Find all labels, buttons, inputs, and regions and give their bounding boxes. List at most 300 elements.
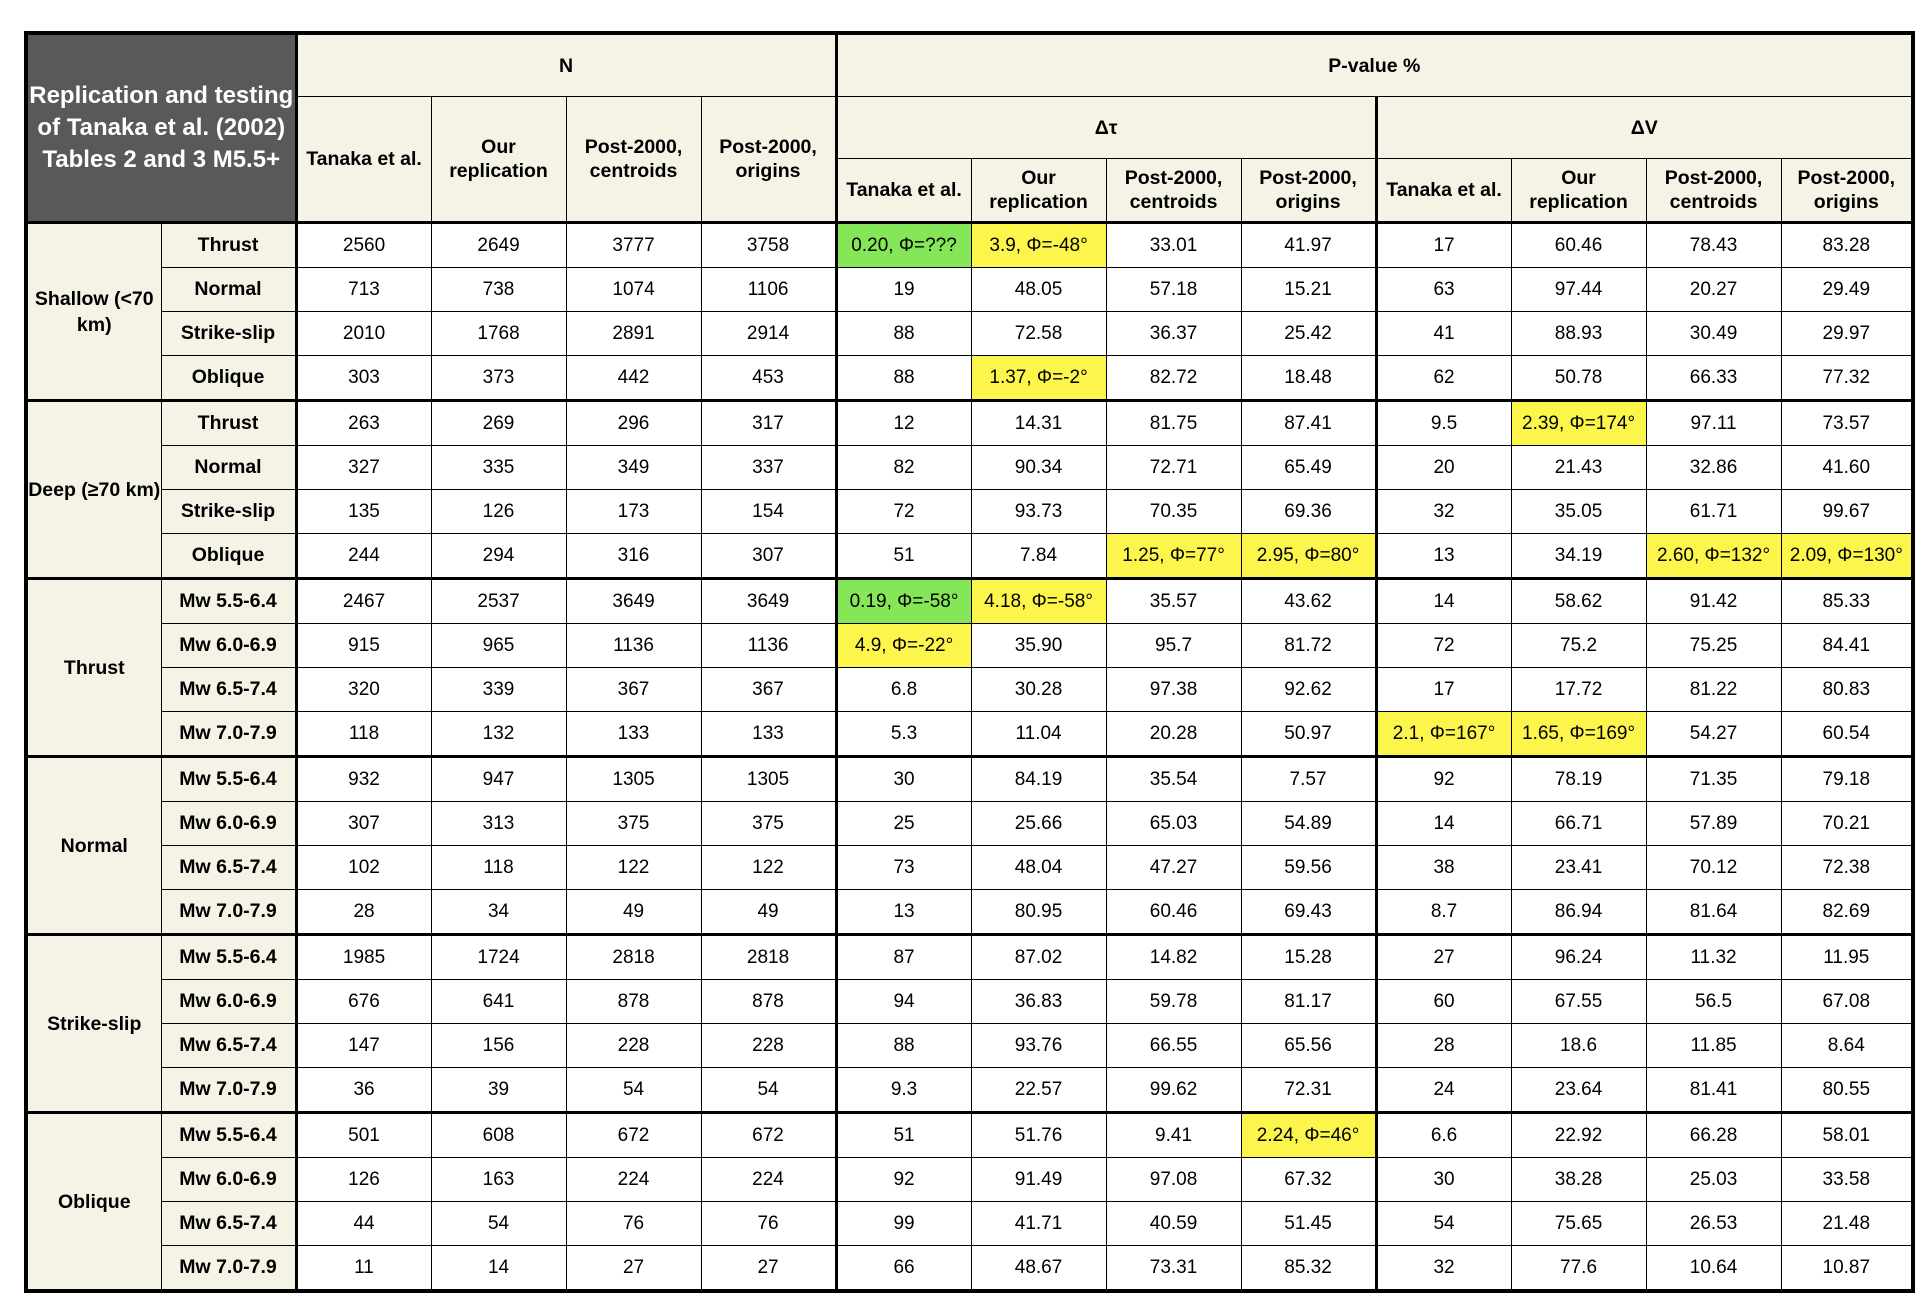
table-cell: 69.36 [1241,490,1376,534]
table-cell: 51 [836,534,971,579]
group-label: Shallow (<70 km) [26,223,161,401]
table-cell: 96.24 [1511,935,1646,980]
table-cell: 126 [431,490,566,534]
table-cell: 349 [566,446,701,490]
table-cell: 75.2 [1511,624,1646,668]
table-cell: 72.38 [1781,846,1913,890]
table-cell: 133 [701,712,836,757]
table-row [26,890,1913,935]
dv-col-post2000-origins: Post-2000, origins [1781,159,1913,223]
table-cell: 135 [296,490,431,534]
table-cell: 67.55 [1511,980,1646,1024]
table-cell: 118 [296,712,431,757]
table-cell: 73.31 [1106,1246,1241,1292]
table-wrapper [24,31,1911,1293]
table-cell: 132 [431,712,566,757]
table-cell: 60 [1376,980,1511,1024]
highlighted-cell: 2.1, Φ=167° [1376,712,1511,757]
table-cell: 81.72 [1241,624,1376,668]
table-cell: 22.57 [971,1068,1106,1113]
table-cell: 76 [701,1202,836,1246]
table-cell: 82.72 [1106,356,1241,401]
table-cell: 48.05 [971,268,1106,312]
table-cell: 54 [1376,1202,1511,1246]
table-cell: 81.22 [1646,668,1781,712]
table-cell: 76 [566,1202,701,1246]
highlighted-cell: 3.9, Φ=-48° [971,223,1106,268]
table-cell: 738 [431,268,566,312]
table-cell: 14.31 [971,401,1106,446]
table-cell: 81.17 [1241,980,1376,1024]
table-cell: 32 [1376,1246,1511,1292]
table-cell: 7.57 [1241,757,1376,802]
table-cell: 54.89 [1241,802,1376,846]
group-label: Deep (≥70 km) [26,401,161,579]
table-cell: 30.49 [1646,312,1781,356]
dv-col-replication: Our replication [1511,159,1646,223]
table-cell: 63 [1376,268,1511,312]
table-row [26,268,1913,312]
table-row [26,312,1913,356]
table-cell: 2891 [566,312,701,356]
table-cell: 50.97 [1241,712,1376,757]
table-cell: 17 [1376,668,1511,712]
table-cell: 88 [836,312,971,356]
row-label: Mw 7.0-7.9 [161,890,296,935]
table-cell: 2467 [296,579,431,624]
table-cell: 1985 [296,935,431,980]
table-cell: 713 [296,268,431,312]
table-cell: 3649 [566,579,701,624]
table-cell: 9.3 [836,1068,971,1113]
group-label: Oblique [26,1113,161,1292]
highlighted-cell: 2.60, Φ=132° [1646,534,1781,579]
table-cell: 269 [431,401,566,446]
table-cell: 65.49 [1241,446,1376,490]
table-cell: 99.62 [1106,1068,1241,1113]
table-cell: 80.95 [971,890,1106,935]
table-cell: 320 [296,668,431,712]
table-cell: 20 [1376,446,1511,490]
table-cell: 2010 [296,312,431,356]
table-cell: 50.78 [1511,356,1646,401]
table-cell: 118 [431,846,566,890]
table-cell: 47.27 [1106,846,1241,890]
table-cell: 294 [431,534,566,579]
table-cell: 327 [296,446,431,490]
table-row [26,802,1913,846]
table-cell: 36 [296,1068,431,1113]
table-cell: 672 [566,1113,701,1158]
table-cell: 303 [296,356,431,401]
table-cell: 99 [836,1202,971,1246]
table-cell: 11 [296,1246,431,1292]
table-cell: 85.33 [1781,579,1913,624]
table-cell: 88.93 [1511,312,1646,356]
table-row [26,446,1913,490]
table-cell: 18.6 [1511,1024,1646,1068]
table-cell: 66.71 [1511,802,1646,846]
table-cell: 57.18 [1106,268,1241,312]
table-cell: 85.32 [1241,1246,1376,1292]
table-cell: 79.18 [1781,757,1913,802]
table-cell: 22.92 [1511,1113,1646,1158]
table-cell: 78.19 [1511,757,1646,802]
table-cell: 228 [566,1024,701,1068]
table-cell: 12 [836,401,971,446]
table-cell: 316 [566,534,701,579]
table-cell: 29.49 [1781,268,1913,312]
table-cell: 14 [431,1246,566,1292]
table-cell: 32 [1376,490,1511,534]
table-row [26,1024,1913,1068]
table-cell: 38 [1376,846,1511,890]
table-cell: 71.35 [1646,757,1781,802]
table-cell: 51.76 [971,1113,1106,1158]
table-cell: 3758 [701,223,836,268]
row-label: Mw 5.5-6.4 [161,1113,296,1158]
table-cell: 49 [566,890,701,935]
table-cell: 7.84 [971,534,1106,579]
table-cell: 133 [566,712,701,757]
table-cell: 15.28 [1241,935,1376,980]
table-cell: 3649 [701,579,836,624]
table-cell: 27 [1376,935,1511,980]
table-cell: 66.33 [1646,356,1781,401]
table-cell: 88 [836,356,971,401]
table-cell: 41.60 [1781,446,1913,490]
table-cell: 27 [566,1246,701,1292]
highlighted-cell: 2.09, Φ=130° [1781,534,1913,579]
table-cell: 17 [1376,223,1511,268]
table-cell: 80.55 [1781,1068,1913,1113]
table-cell: 8.64 [1781,1024,1913,1068]
row-label: Mw 6.0-6.9 [161,1158,296,1202]
table-cell: 57.89 [1646,802,1781,846]
row-label: Mw 7.0-7.9 [161,712,296,757]
table-cell: 65.03 [1106,802,1241,846]
table-title: Replication and testing of Tanaka et al. (2002) Tables 2 and 3 M5.5+ [26,33,296,223]
table-cell: 70.35 [1106,490,1241,534]
table-cell: 313 [431,802,566,846]
table-cell: 35.90 [971,624,1106,668]
table-cell: 73.57 [1781,401,1913,446]
table-cell: 20.28 [1106,712,1241,757]
table-cell: 38.28 [1511,1158,1646,1202]
n-header: N [296,33,836,97]
table-cell: 69.43 [1241,890,1376,935]
table-cell: 72.71 [1106,446,1241,490]
table-cell: 878 [566,980,701,1024]
table-cell: 11.85 [1646,1024,1781,1068]
table-cell: 6.6 [1376,1113,1511,1158]
table-row [26,1068,1913,1113]
table-cell: 81.75 [1106,401,1241,446]
table-cell: 75.25 [1646,624,1781,668]
table-cell: 11.32 [1646,935,1781,980]
table-body [26,223,1913,1292]
table-cell: 67.08 [1781,980,1913,1024]
table-cell: 2649 [431,223,566,268]
table-cell: 77.6 [1511,1246,1646,1292]
table-cell: 48.04 [971,846,1106,890]
highlighted-cell: 4.18, Φ=-58° [971,579,1106,624]
table-cell: 60.46 [1511,223,1646,268]
table-cell: 317 [701,401,836,446]
highlighted-cell: 1.37, Φ=-2° [971,356,1106,401]
table-cell: 97.38 [1106,668,1241,712]
table-cell: 641 [431,980,566,1024]
table-cell: 21.43 [1511,446,1646,490]
table-cell: 19 [836,268,971,312]
table-cell: 1136 [701,624,836,668]
row-label: Mw 6.5-7.4 [161,1024,296,1068]
table-cell: 2560 [296,223,431,268]
table-cell: 58.62 [1511,579,1646,624]
table-row [26,712,1913,757]
table-cell: 367 [701,668,836,712]
row-label: Thrust [161,223,296,268]
table-cell: 99.67 [1781,490,1913,534]
table-cell: 54 [431,1202,566,1246]
table-cell: 375 [566,802,701,846]
table-cell: 337 [701,446,836,490]
table-cell: 102 [296,846,431,890]
table-cell: 163 [431,1158,566,1202]
table-cell: 173 [566,490,701,534]
dtau-col-replication: Our replication [971,159,1106,223]
table-row [26,980,1913,1024]
table-cell: 11.04 [971,712,1106,757]
table-cell: 72 [836,490,971,534]
table-cell: 88 [836,1024,971,1068]
table-row [26,534,1913,579]
table-cell: 86.94 [1511,890,1646,935]
table-cell: 14.82 [1106,935,1241,980]
row-label: Mw 5.5-6.4 [161,579,296,624]
table-cell: 915 [296,624,431,668]
table-cell: 224 [701,1158,836,1202]
table-row [26,223,1913,268]
table-cell: 126 [296,1158,431,1202]
highlighted-cell: 1.25, Φ=77° [1106,534,1241,579]
table-cell: 335 [431,446,566,490]
table-cell: 10.64 [1646,1246,1781,1292]
row-label: Mw 5.5-6.4 [161,757,296,802]
table-cell: 93.73 [971,490,1106,534]
table-cell: 28 [296,890,431,935]
table-cell: 29.97 [1781,312,1913,356]
row-label: Mw 6.5-7.4 [161,668,296,712]
table-cell: 97.44 [1511,268,1646,312]
table-cell: 92.62 [1241,668,1376,712]
table-cell: 83.28 [1781,223,1913,268]
highlighted-cell: 2.39, Φ=174° [1511,401,1646,446]
table-cell: 72 [1376,624,1511,668]
table-cell: 87.02 [971,935,1106,980]
group-label: Normal [26,757,161,935]
table-cell: 947 [431,757,566,802]
row-label: Mw 7.0-7.9 [161,1068,296,1113]
table-cell: 62 [1376,356,1511,401]
table-cell: 13 [836,890,971,935]
table-cell: 48.67 [971,1246,1106,1292]
highlighted-cell: 4.9, Φ=-22° [836,624,971,668]
table-cell: 70.12 [1646,846,1781,890]
table-cell: 51 [836,1113,971,1158]
table-cell: 1106 [701,268,836,312]
table-row [26,579,1913,624]
table-cell: 72.58 [971,312,1106,356]
table-cell: 61.71 [1646,490,1781,534]
highlighted-cell: 2.24, Φ=46° [1241,1113,1376,1158]
table-cell: 25.42 [1241,312,1376,356]
table-row [26,757,1913,802]
table-cell: 501 [296,1113,431,1158]
row-label: Mw 6.0-6.9 [161,802,296,846]
n-col-post2000-origins: Post-2000, origins [701,97,836,223]
table-cell: 367 [566,668,701,712]
table-cell: 11.95 [1781,935,1913,980]
table-cell: 51.45 [1241,1202,1376,1246]
table-cell: 156 [431,1024,566,1068]
table-cell: 25 [836,802,971,846]
table-cell: 26.53 [1646,1202,1781,1246]
table-cell: 24 [1376,1068,1511,1113]
table-cell: 932 [296,757,431,802]
table-cell: 95.7 [1106,624,1241,668]
table-cell: 59.78 [1106,980,1241,1024]
table-cell: 40.59 [1106,1202,1241,1246]
table-cell: 49 [701,890,836,935]
table-cell: 20.27 [1646,268,1781,312]
n-col-tanaka: Tanaka et al. [296,97,431,223]
group-label: Thrust [26,579,161,757]
table-cell: 70.21 [1781,802,1913,846]
table-cell: 676 [296,980,431,1024]
table-cell: 263 [296,401,431,446]
table-cell: 35.05 [1511,490,1646,534]
table-cell: 97.08 [1106,1158,1241,1202]
row-label: Mw 6.0-6.9 [161,624,296,668]
table-cell: 35.54 [1106,757,1241,802]
highlighted-cell: 2.95, Φ=80° [1241,534,1376,579]
table-cell: 66.28 [1646,1113,1781,1158]
table-cell: 58.01 [1781,1113,1913,1158]
row-label: Mw 7.0-7.9 [161,1246,296,1292]
row-label: Mw 6.0-6.9 [161,980,296,1024]
table-cell: 14 [1376,579,1511,624]
table-cell: 90.34 [971,446,1106,490]
table-cell: 14 [1376,802,1511,846]
n-col-post2000-centroids: Post-2000, centroids [566,97,701,223]
table-cell: 34 [431,890,566,935]
table-cell: 9.5 [1376,401,1511,446]
dtau-col-tanaka: Tanaka et al. [836,159,971,223]
table-cell: 23.41 [1511,846,1646,890]
row-label: Mw 6.5-7.4 [161,1202,296,1246]
table-cell: 373 [431,356,566,401]
table-cell: 97.11 [1646,401,1781,446]
table-cell: 54 [566,1068,701,1113]
table-cell: 84.41 [1781,624,1913,668]
table-cell: 307 [701,534,836,579]
highlighted-cell: 0.20, Φ=??? [836,223,971,268]
table-cell: 91.49 [971,1158,1106,1202]
table-cell: 23.64 [1511,1068,1646,1113]
table-row [26,1113,1913,1158]
table-cell: 73 [836,846,971,890]
p-value-header: P-value % [836,33,1913,97]
table-cell: 67.32 [1241,1158,1376,1202]
table-cell: 75.65 [1511,1202,1646,1246]
table-cell: 15.21 [1241,268,1376,312]
table-cell: 8.7 [1376,890,1511,935]
table-cell: 10.87 [1781,1246,1913,1292]
highlighted-cell: 0.19, Φ=-58° [836,579,971,624]
table-cell: 32.86 [1646,446,1781,490]
table-cell: 78.43 [1646,223,1781,268]
table-cell: 92 [1376,757,1511,802]
table-cell: 36.83 [971,980,1106,1024]
table-cell: 41.97 [1241,223,1376,268]
table-cell: 453 [701,356,836,401]
row-label: Strike-slip [161,490,296,534]
table-cell: 1074 [566,268,701,312]
table-cell: 28 [1376,1024,1511,1068]
dv-col-post2000-centroids: Post-2000, centroids [1646,159,1781,223]
table-cell: 224 [566,1158,701,1202]
table-row [26,668,1913,712]
row-label: Mw 6.5-7.4 [161,846,296,890]
table-cell: 59.56 [1241,846,1376,890]
table-cell: 43.62 [1241,579,1376,624]
table-cell: 82.69 [1781,890,1913,935]
table-cell: 1724 [431,935,566,980]
table-cell: 154 [701,490,836,534]
table-cell: 3777 [566,223,701,268]
table-cell: 122 [701,846,836,890]
table-cell: 91.42 [1646,579,1781,624]
table-cell: 608 [431,1113,566,1158]
table-cell: 1136 [566,624,701,668]
table-cell: 1768 [431,312,566,356]
table-cell: 94 [836,980,971,1024]
table-cell: 82 [836,446,971,490]
dtau-col-post2000-origins: Post-2000, origins [1241,159,1376,223]
table-cell: 54 [701,1068,836,1113]
table-cell: 2818 [566,935,701,980]
table-cell: 1305 [566,757,701,802]
table-cell: 296 [566,401,701,446]
table-cell: 1305 [701,757,836,802]
row-label: Normal [161,268,296,312]
table-cell: 228 [701,1024,836,1068]
highlighted-cell: 1.65, Φ=169° [1511,712,1646,757]
table-cell: 27 [701,1246,836,1292]
table-cell: 244 [296,534,431,579]
table-cell: 442 [566,356,701,401]
table-cell: 9.41 [1106,1113,1241,1158]
table-cell: 84.19 [971,757,1106,802]
table-row [26,1202,1913,1246]
table-cell: 60.54 [1781,712,1913,757]
table-cell: 34.19 [1511,534,1646,579]
table-cell: 66 [836,1246,971,1292]
table-cell: 35.57 [1106,579,1241,624]
table-cell: 33.01 [1106,223,1241,268]
row-label: Oblique [161,534,296,579]
